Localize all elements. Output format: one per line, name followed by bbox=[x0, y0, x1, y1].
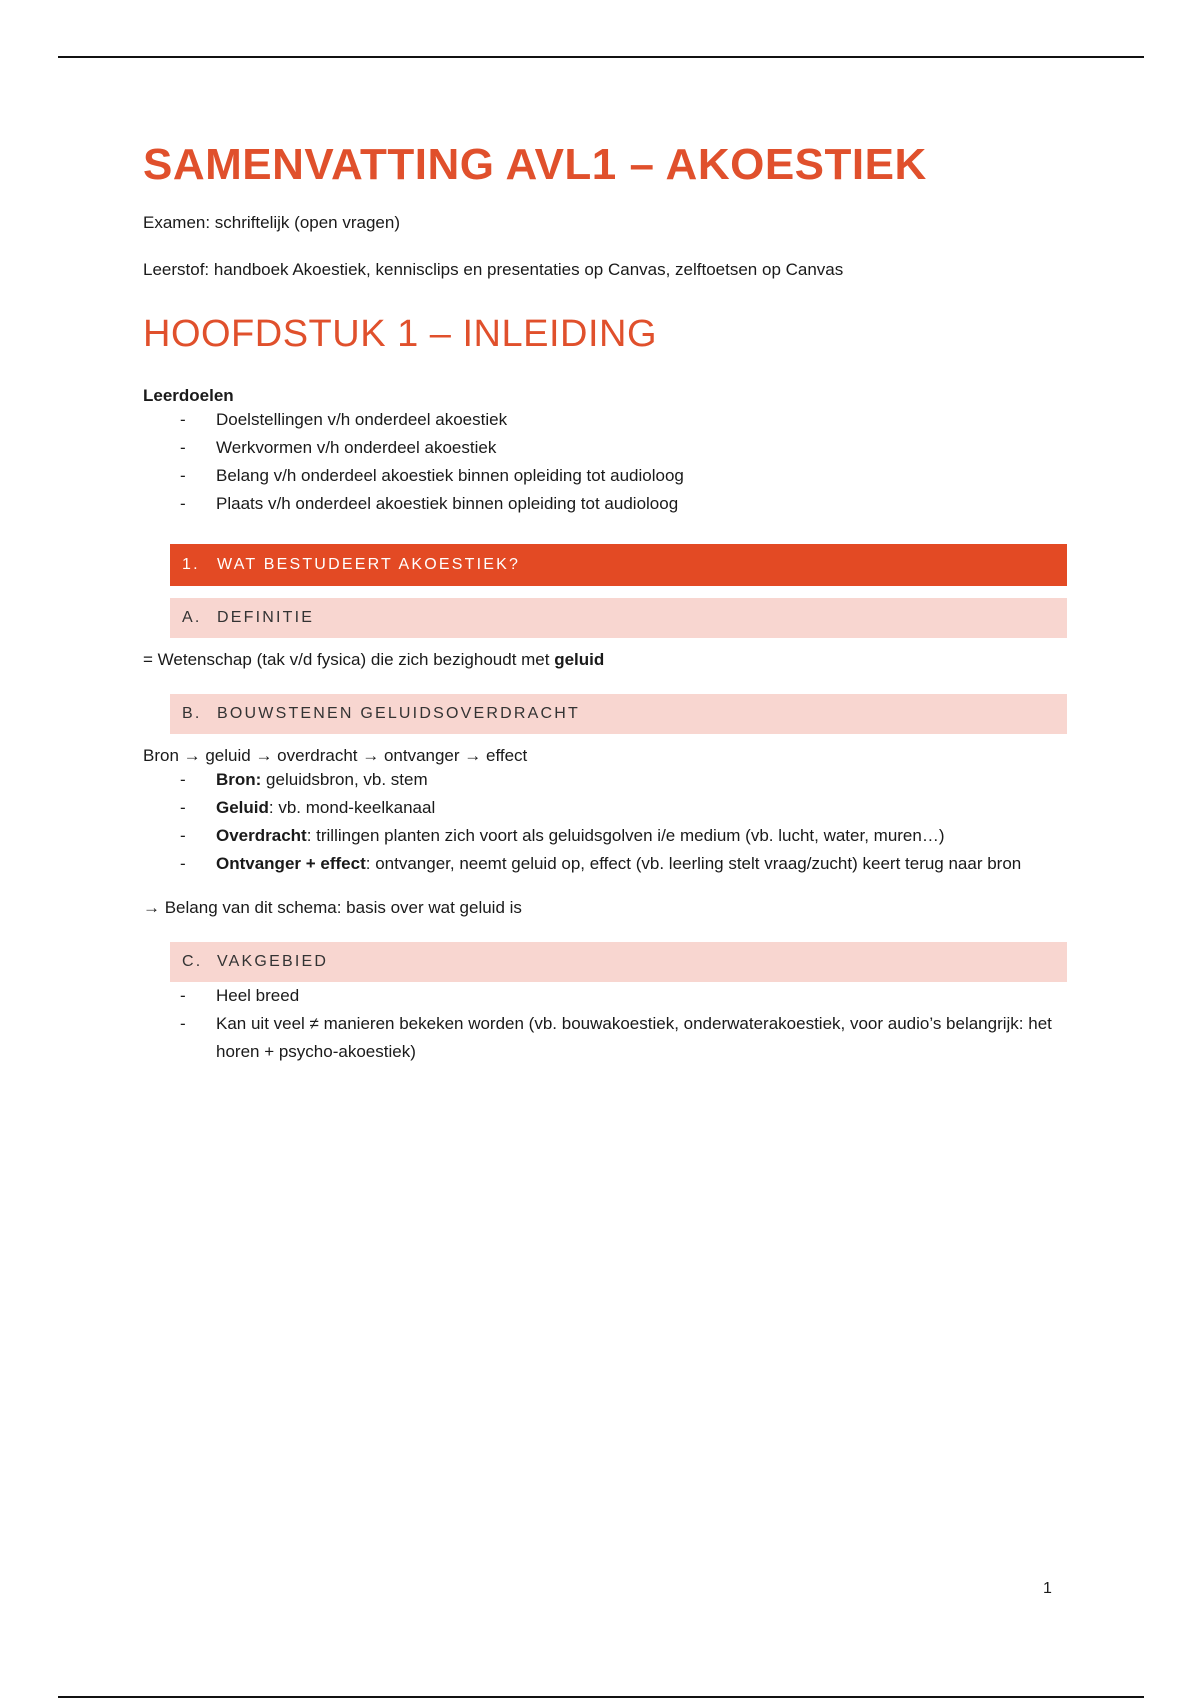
section-heading-1 bbox=[170, 544, 1067, 586]
list-item: - Belang v/h onderdeel akoestiek binnen opleiding tot audioloog bbox=[143, 462, 1067, 490]
exam-line: Examen: schriftelijk (open vragen) bbox=[143, 212, 401, 232]
chapter-title: HOOFDSTUK 1 – INLEIDING bbox=[143, 313, 658, 356]
list-dash: - bbox=[180, 466, 186, 486]
learning-goals-title: Leerdoelen bbox=[143, 386, 234, 406]
learning-goals-list bbox=[143, 406, 1067, 518]
list-dash: - bbox=[180, 797, 186, 817]
subsection-heading-b bbox=[170, 694, 1067, 734]
transfer-flow: Bron → geluid → overdracht → ontvanger → effect bbox=[143, 745, 528, 765]
schema-note: → Belang van dit schema: basis over wat geluid is bbox=[143, 897, 522, 917]
subsection-title: BOUWSTENEN GELUIDSOVERDRACHT bbox=[217, 704, 580, 722]
list-item: - Ontvanger + effect: ontvanger, neemt geluid op, effect (vb. leerling stelt vraag/zucht) keert terug naar bron bbox=[143, 850, 1067, 878]
list-dash: - bbox=[180, 825, 186, 845]
list-item: - Plaats v/h onderdeel akoestiek binnen opleiding tot audioloog bbox=[143, 490, 1067, 518]
bottom-rule bbox=[58, 1696, 1144, 1698]
subsection-number: A. bbox=[182, 609, 202, 627]
subsection-heading-a bbox=[170, 598, 1067, 638]
list-dash: - bbox=[180, 853, 186, 873]
list-dash: - bbox=[180, 986, 186, 1006]
list-dash: - bbox=[180, 1014, 186, 1034]
list-dash: - bbox=[180, 494, 186, 514]
document-page bbox=[143, 140, 1067, 1066]
subsection-title: VAKGEBIED bbox=[217, 953, 329, 971]
list-item: - Doelstellingen v/h onderdeel akoestiek bbox=[143, 406, 1067, 434]
subsection-heading-c bbox=[170, 942, 1067, 982]
page-number: 1 bbox=[1043, 1580, 1052, 1597]
definition-text: = Wetenschap (tak v/d fysica) die zich bezighoudt met geluid bbox=[143, 650, 605, 670]
field-list bbox=[143, 982, 1067, 1066]
definition-keyword: geluid bbox=[554, 650, 605, 670]
section-number: 1. bbox=[182, 556, 200, 574]
list-item: - Geluid: vb. mond-keelkanaal bbox=[143, 794, 1067, 822]
list-dash: - bbox=[180, 438, 186, 458]
list-item: - Bron: geluidsbron, vb. stem bbox=[143, 766, 1067, 794]
list-item: - Werkvormen v/h onderdeel akoestiek bbox=[143, 434, 1067, 462]
top-rule bbox=[58, 56, 1144, 58]
document-title: SAMENVATTING AVL1 – AKOESTIEK bbox=[143, 140, 927, 189]
building-blocks-list bbox=[143, 766, 1067, 878]
list-item: - Overdracht: trillingen planten zich voort als geluidsgolven i/e medium (vb. lucht, water, muren…) bbox=[143, 822, 1067, 850]
subsection-title: DEFINITIE bbox=[217, 609, 315, 627]
list-item: - Heel breed bbox=[143, 982, 1067, 1010]
list-dash: - bbox=[180, 410, 186, 430]
subsection-number: C. bbox=[182, 953, 203, 971]
leerstof-line: Leerstof: handboek Akoestiek, kennisclips en presentaties op Canvas, zelftoetsen op Canvas bbox=[143, 259, 844, 279]
list-dash: - bbox=[180, 769, 186, 789]
subsection-number: B. bbox=[182, 704, 202, 722]
section-title: WAT BESTUDEERT AKOESTIEK? bbox=[217, 556, 521, 574]
list-item: - Kan uit veel ≠ manieren bekeken worden (vb. bouwakoestiek, onderwaterakoestiek, voor audio’s belangrijk: het horen + psycho-akoestiek) bbox=[143, 1010, 1067, 1066]
